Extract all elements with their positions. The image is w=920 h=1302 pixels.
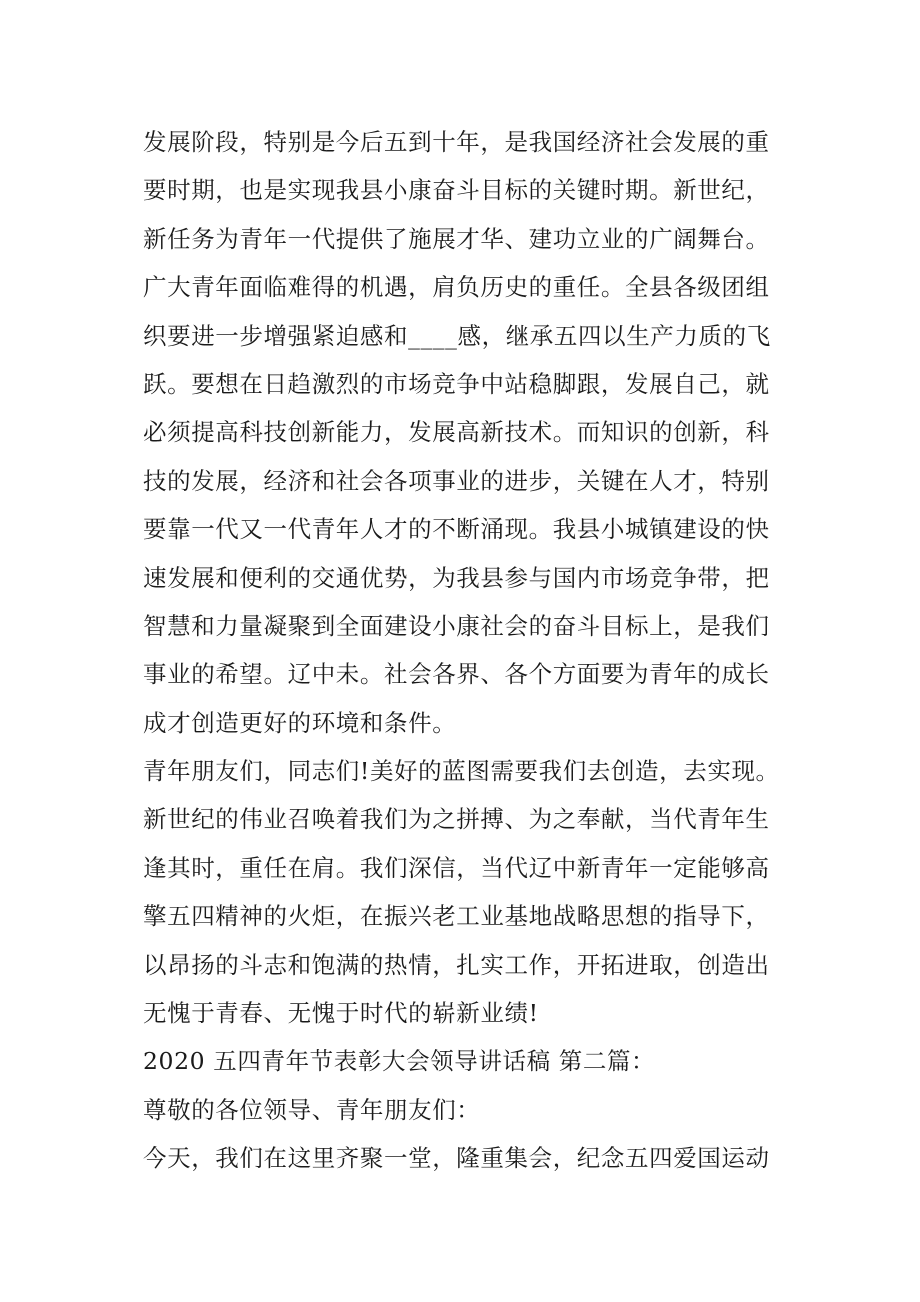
text-line: 发展阶段，特别是今后五到十年，是我国经济社会发展的重 — [143, 128, 770, 156]
text-line: 擎五四精神的火炬，在振兴老工业基地战略思想的指导下， — [143, 902, 770, 931]
document-body — [143, 118, 803, 1183]
text-line: 要时期，也是实现我县小康奋斗目标的关键时期。新世纪， — [143, 176, 770, 205]
section-heading: 2020 五四青年节表彰大会领导讲话稿 第二篇： — [143, 1047, 656, 1076]
text-line: 成才创造更好的环境和条件。 — [143, 708, 457, 737]
text-line: 广大青年面临难得的机遇，肩负历史的重任。全县各级团组 — [143, 273, 770, 302]
text-line: 织要进一步增强紧迫感和____感，继承五四以生产力质的飞 — [143, 321, 771, 350]
text-line: 速发展和便利的交通优势，为我县参与国内市场竞争带，把 — [143, 563, 770, 592]
text-line: 必须提高科技创新能力，发展高新技术。而知识的创新，科 — [143, 418, 770, 447]
text-line: 以昂扬的斗志和饱满的热情，扎实工作，开拓进取，创造出 — [143, 950, 770, 979]
text-line: 技的发展，经济和社会各项事业的进步，关键在人才，特别 — [143, 466, 770, 495]
text-line: 青年朋友们，同志们!美好的蓝图需要我们去创造，去实现。 — [143, 757, 780, 786]
text-line: 逢其时，重任在肩。我们深信，当代辽中新青年一定能够高 — [143, 853, 770, 882]
text-line: 无愧于青春、无愧于时代的崭新业绩! — [143, 999, 539, 1028]
salutation: 尊敬的各位领导、青年朋友们： — [143, 1095, 481, 1124]
text-line: 今天，我们在这里齐聚一堂，隆重集会，纪念五四爱国运动 — [143, 1144, 770, 1173]
text-line: 事业的希望。辽中未。社会各界、各个方面要为青年的成长 — [143, 660, 770, 689]
text-line: 跃。要想在日趋激烈的市场竞争中站稳脚跟，发展自己，就 — [143, 369, 770, 398]
text-line: 新任务为青年一代提供了施展才华、建功立业的广阔舞台。 — [143, 224, 770, 253]
text-line: 要靠一代又一代青年人才的不断涌现。我县小城镇建设的快 — [143, 515, 770, 544]
text-line: 新世纪的伟业召唤着我们为之拼搏、为之奉献，当代青年生 — [143, 805, 770, 834]
text-line: 智慧和力量凝聚到全面建设小康社会的奋斗目标上，是我们 — [143, 611, 770, 640]
